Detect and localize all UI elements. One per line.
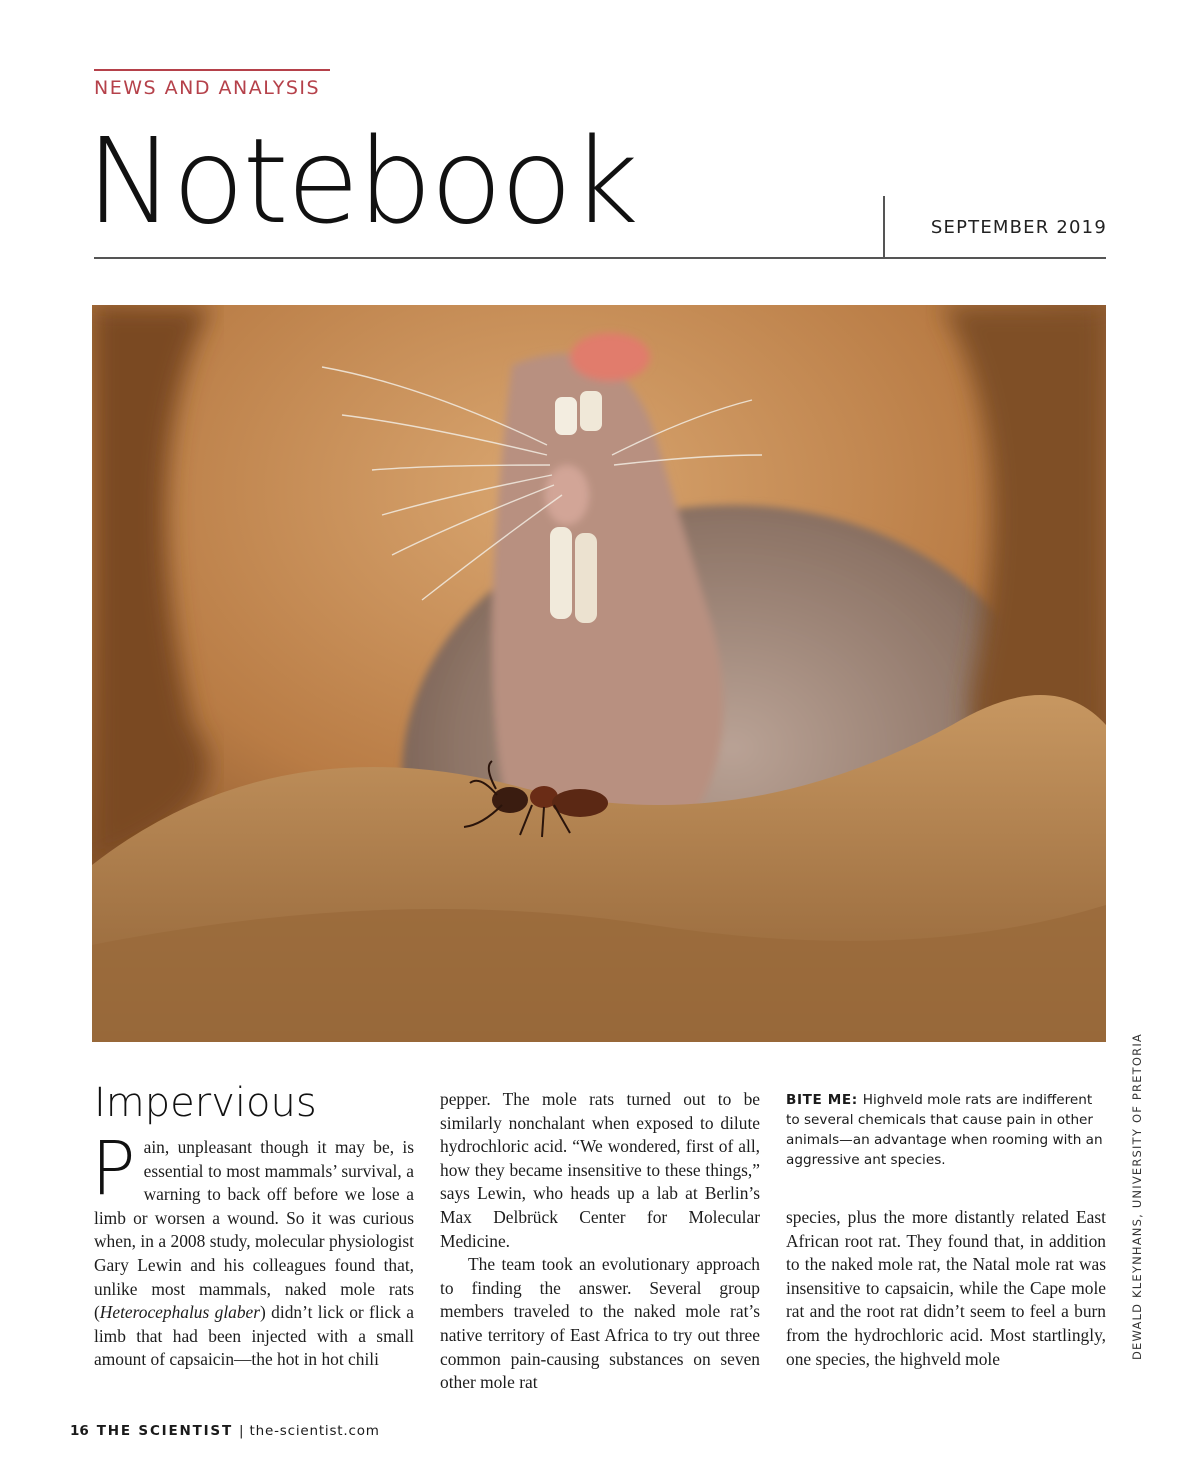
section-rule (94, 69, 330, 71)
drop-cap: P (91, 1126, 136, 1212)
caption-label: BITE ME: (786, 1092, 858, 1108)
issue-date: SEPTEMBER 2019 (930, 217, 1107, 238)
species-name: Heterocephalus glaber (99, 1302, 261, 1323)
page-footer (70, 1423, 380, 1439)
publication-name: THE SCIENTIST (96, 1423, 233, 1439)
article-column-2 (440, 1088, 760, 1395)
page-title: Notebook (86, 112, 637, 250)
caption-text: Highveld mole rats are indifferent to several chemicals that cause pain in other animals—an advantage when rooming with an aggressive ant species. (786, 1092, 1103, 1168)
photo-caption (786, 1090, 1106, 1170)
article-paragraph (91, 1126, 414, 1372)
article-column-1 (91, 1126, 414, 1372)
footer-separator: | (238, 1423, 244, 1439)
body-text: ain, unpleasant though it may be, is essential to most mammals’ survival, a warning to back off before we lose a limb or worsen a wound. So it was curious when, in a 2008 study, molecular physiologist Gary Lewin and his colleagues found that, unlike most mammals, naked mole rats ( (94, 1137, 414, 1323)
section-label: NEWS AND ANALYSIS (94, 77, 321, 99)
photo-illustration (92, 305, 1106, 1042)
mole-rat-and-ant-photo (92, 305, 1106, 1042)
article-column-3 (786, 1206, 1106, 1371)
photo-credit: DEWALD KLEYNHANS, UNIVERSITY OF PRETORIA (1130, 1033, 1144, 1360)
title-divider-vertical (883, 196, 885, 258)
title-divider-horizontal (94, 257, 1106, 259)
publication-url[interactable]: the-scientist.com (249, 1423, 380, 1439)
article-paragraph: species, plus the more distantly related East African root rat. They found that, in addition to the naked mole rat, the Natal mole rat was insensitive to capsaicin, while the Cape mole rat and the root rat didn’t seem to feel a burn from the hydrochloric acid. Most startlingly, one species, the highveld mole (786, 1207, 1106, 1369)
page-number: 16 (70, 1423, 89, 1439)
article-paragraph: pepper. The mole rats turned out to be similarly nonchalant when exposed to dilute hydrochloric acid. “We wondered, first of all, how they became insensitive to these things,” says Lewin, who heads up a lab at Berlin’s Max Delbrück Center for Molecular Medicine. (440, 1089, 760, 1251)
body-text: ) didn’t lick or flick a limb that had been injected with a small amount of capsaicin—the hot in hot chili (94, 1302, 414, 1370)
article-headline: Impervious (94, 1080, 317, 1126)
article-paragraph: The team took an evolutionary approach to finding the answer. Several group members traveled to the naked mole rat’s native territory of East Africa to try out three common pain-causing substances on seven other mole rat (440, 1254, 760, 1393)
